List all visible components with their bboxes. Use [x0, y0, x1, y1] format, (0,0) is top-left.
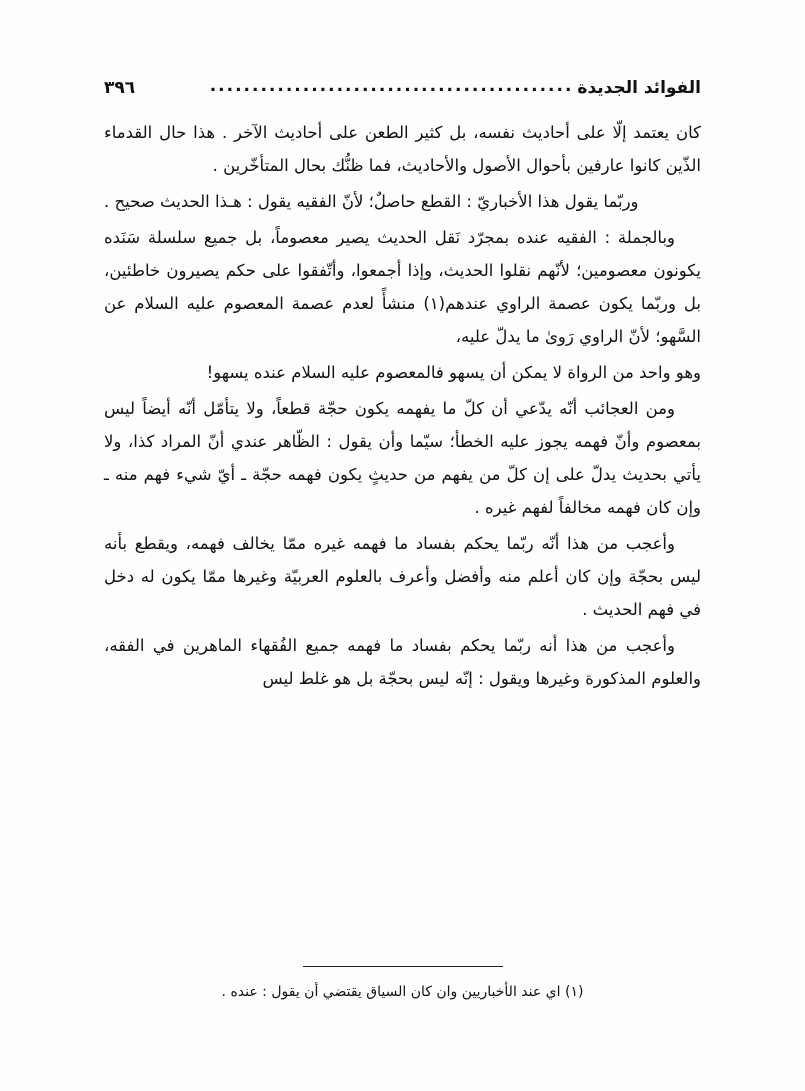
- footnote-text: (١) اي عند الأخباريين وان كان السياق يقتضي أن يقول : عنده .: [221, 984, 584, 1001]
- page-number: ٣٩٦: [104, 78, 136, 98]
- paragraph: وأعجب من هذا أنّه ربّما يحكم بفساد ما فهمه غيره ممّا يخالف فهمه، ويقطع بأنه ليس بحجّة وإن كان أعلم منه وأفضل وأعرف بالعلوم العربيّة وغيرها ممّا يكون له دخل في فهم الحديث .: [104, 534, 701, 619]
- header-dot-leader: ...........................................: [209, 78, 574, 95]
- footnote-area: [104, 966, 701, 1005]
- header-title: الفوائد الجديدة: [577, 78, 701, 98]
- paragraph: ومن العجائب أنّه يدّعي أن كلّ ما يفهمه يكون حجّة قطعاً، ولا يتأمّل أنّه أيضاً ليس بمعصوم وأنّ فهمه يجوز عليه الخطأ؛ سيّما وأن يقول : الظّاهر عندي أنّ المراد كذا، ولا يأتي بحديث يدلّ على إن كلّ من يفهم من حديثٍ يكون فهمه حجّة ـ أيّ شيء فهم منه ـ وإن كان فهمه مخالفاً لفهم غيره .: [104, 399, 701, 517]
- paragraph: وربّما يقول هذا الأخباريّ : القطع حاصلٌ؛ لأنّ الفقيه يقول : هـذا الحديث صحيح .: [104, 192, 639, 211]
- paragraph: كان يعتمد إلّا على أحاديث نفسه، بل كثير الطعن على أحاديث الآخر . هذا حال القدماء الذّين كانوا عارفين بأحوال الأصول والأحاديث، فما ظنُّك بحال المتأخّرين .: [104, 123, 701, 175]
- body-text: [104, 116, 701, 695]
- page-content: [104, 78, 701, 698]
- paragraph: وبالجملة : الفقيه عنده بمجرّد نَقل الحديث يصير معصوماً، بل جميع سلسلة سَنَده يكونون معصومين؛ لأنّهم نقلوا الحديث، وإذا أجمعوا، وأتّفقوا على حكم يصيرون خاطئين، بل وربّما يكون عصمة الراوي عندهم(١) منشأً لعدم عصمة المعصوم عليه السلام عن السَّهو؛ لأنّ الراوي رَوىٰ ما يدلّ عليه،: [104, 228, 701, 346]
- running-header: [104, 78, 701, 98]
- paragraph: وهو واحد من الرواة لا يمكن أن يسهو فالمعصوم عليه السلام عنده يسهو!: [206, 363, 701, 382]
- paragraph: وأعجب من هذا أنه ربّما يحكم بفساد ما فهمه جميع الفُقهاء الماهرين في الفقه، والعلوم المذكورة وغيرها ويقول : إنّه ليس بحجّة بل هو غلط ليس: [104, 636, 701, 688]
- footnote-separator: [303, 966, 503, 967]
